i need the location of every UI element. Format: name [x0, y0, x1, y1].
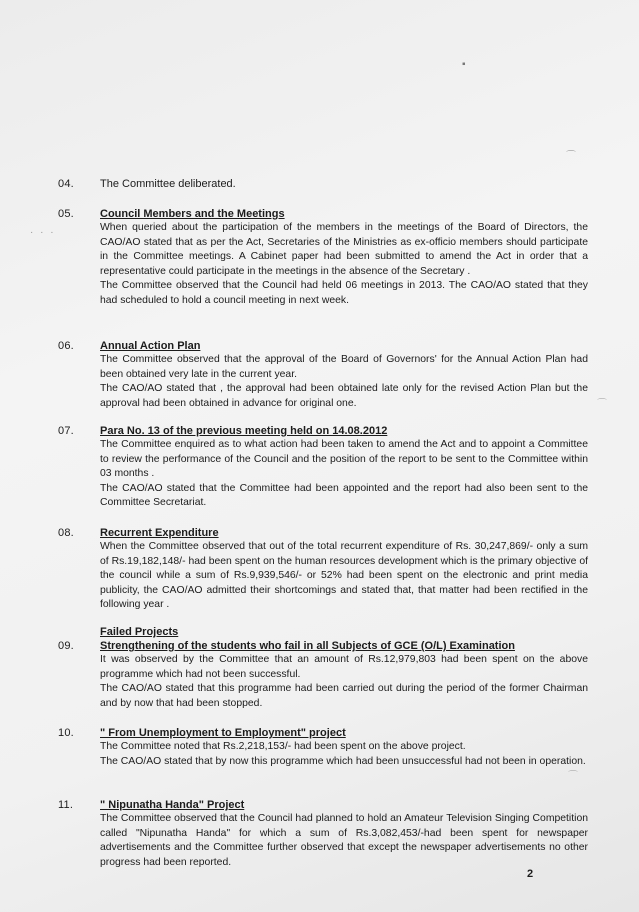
section-number: 09.	[58, 640, 74, 652]
section-number: 08.	[58, 527, 74, 539]
section-heading: Recurrent Expenditure	[100, 527, 219, 539]
section-paragraph: The CAO/AO stated that , the approval had been obtained late only for the revised Action Plan but the approval had been obtained in advance for original one.	[100, 383, 588, 409]
section-number: 11.	[58, 799, 74, 811]
section-heading: Para No. 13 of the previous meeting held on 14.08.2012	[100, 425, 388, 437]
page-number: 2	[527, 868, 534, 880]
section-paragraph: The CAO/AO stated that this programme had been carried out during the period of the former Chairman and by now that had been stopped.	[100, 683, 588, 709]
section-paragraph: When the Committee observed that out of the total recurrent expenditure of Rs. 30,247,869/- only a sum of Rs.19,182,148/- had been spent on the human resources development which is the primary objective of the council while a sum of Rs.9,939,546/- or 52% had been spent on the electronic and print media publicity, the CAO/AO admitted their shortcomings and stated that, that matter had been rectified in the following year .	[100, 541, 588, 611]
section-number: 07.	[58, 425, 74, 437]
section-paragraph: The Committee observed that the approval of the Board of Governors' for the Annual Action Plan had been obtained very late in the current year.	[100, 354, 588, 380]
scan-mark: ⌒	[566, 151, 576, 162]
section-heading: " From Unemployment to Employment" project	[100, 727, 346, 739]
section-paragraph: The Committee observed that the Council had planned to hold an Amateur Television Singing Competition called "Nipunatha Handa" for which a sum of Rs.3,082,453/-had been spent for newspaper advertisements and the Committee further observed that except the newspaper advertisements no other progress had been reported.	[100, 813, 588, 868]
scan-mark: · · ·	[30, 227, 56, 238]
section-heading: " Nipunatha Handa" Project	[100, 799, 245, 811]
section-paragraph: The Committee observed that the Council had held 06 meetings in 2013. The CAO/AO stated that they had scheduled to hold a council meeting in next week.	[100, 280, 588, 306]
section-paragraph: When queried about the participation of the members in the meetings of the Board of Directors, the CAO/AO stated that as per the Act, Secretaries of the Ministries as ex-officio members should participate in the Committee meetings. A Cabinet paper had been submitted to amend the Act in order that a representative could participate in the meetings in the absence of the Secretary .	[100, 222, 588, 277]
section-paragraph: The Committee enquired as to what action had been taken to amend the Act and to appoint a Committee to review the performance of the Council and the position of the report to be sent to the Committee within 03 months .	[100, 439, 588, 480]
section-paragraph: It was observed by the Committee that an amount of Rs.12,979,803 had been spent on the above programme which had not been successful.	[100, 654, 588, 680]
section-paragraph: The CAO/AO stated that by now this programme which had been unsuccessful had not been in operation.	[100, 755, 586, 767]
section-number: 05.	[58, 208, 74, 220]
section-number: 06.	[58, 340, 74, 352]
section-paragraph: The Committee noted that Rs.2,218,153/- had been spent on the above project.	[100, 741, 466, 752]
scan-mark: ⌒	[597, 399, 607, 410]
scan-mark: ▪	[462, 59, 466, 70]
section-text: The Committee deliberated.	[100, 178, 236, 190]
section-heading: Council Members and the Meetings	[100, 208, 285, 220]
section-heading: Annual Action Plan	[100, 340, 201, 352]
scan-mark: ⌒	[568, 771, 578, 782]
section-heading: Strengthening of the students who fail in all Subjects of GCE (O/L) Examination	[100, 640, 515, 652]
section-number: 10.	[58, 727, 74, 739]
section-paragraph: The CAO/AO stated that the Committee had been appointed and the report had also been sent to the Committee Secretariat.	[100, 482, 588, 509]
group-heading: Failed Projects	[100, 626, 179, 638]
section-number: 04.	[58, 178, 74, 190]
